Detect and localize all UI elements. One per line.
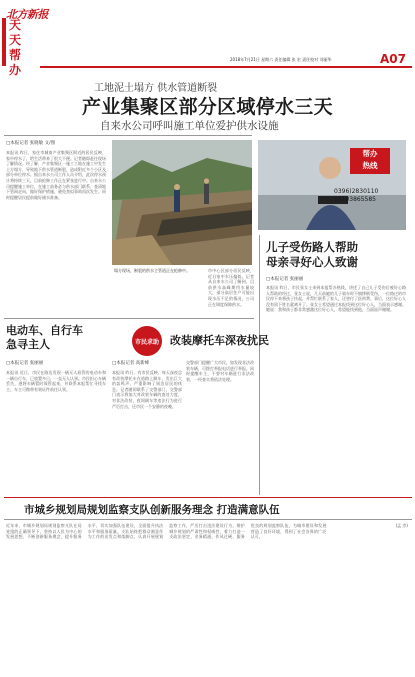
bottom-body: 近年来，市城乡规划局规划监察支队在局党组的正确领导下，坚持以人民为中心的发展思想，不断创新服务理念，提升服务水平，切实加强队伍建设，全面提升执法水平和服务质量。支队始终把群众满意作为工作的出发点和落脚点，认真开展规划监察工作，严厉打击违法建设行为，维护城乡规划的严肃性和权威性，着力打造一支政治坚定、业务精通、作风过硬、服务优良的规划监察队伍，为城市建设和发展营造了良好环境，得到了社会各界的广泛认可。	[6, 523, 327, 540]
paper-logo	[6, 3, 60, 19]
lead-kicker: 工地泥土塌方 供水管道断裂	[94, 83, 218, 94]
moto-rule	[4, 318, 254, 319]
moto-headline	[6, 324, 86, 352]
column-divider	[259, 235, 260, 495]
side-byline: □本报记者 张丽丽	[266, 277, 304, 282]
lead-photo-caption: 塌方现场，断裂的供水主管道正在抢修中。	[114, 268, 190, 273]
bottom-rule	[4, 497, 412, 498]
lead-byline: □本报记者 张晓敏 文/图	[6, 141, 56, 146]
moto-body: 本报讯 近日，市民在路边发现一辆无人看管的电动车和一辆自行车，已放置多日，一直无人认领。市民担心车辆丢失，遂将车辆暂时保管起来，并联系本报帮忙寻找车主。车主可携带有效证件前往认领。	[6, 370, 106, 392]
section-block	[2, 18, 32, 77]
side-headline-1: 儿子受伤路人帮助	[266, 240, 358, 254]
mid-headline: 改装摩托车深夜扰民	[170, 334, 269, 347]
lead-headline: 产业集聚区部分区域停水三天	[82, 96, 333, 118]
hotline-phone-2: 15103865585	[334, 196, 376, 203]
hotline-badge	[350, 148, 390, 174]
moto-headline-1: 电动车、自行车	[6, 324, 83, 337]
bottom-headline: 市城乡规划局规划监察支队创新服务理念 打造满意队伍	[24, 504, 280, 516]
lead-body-right: 市中心区部分居民反映，近日家中水压偏低。记者从自来水公司了解到，目前供水高峰期用水量较大，部分高层住户可能出现水压不足的情况，公司正在调度保障供水。	[208, 268, 254, 307]
lead-photo	[112, 140, 252, 265]
moto-headline-2: 急寻主人	[6, 338, 50, 351]
side-headline-2: 母亲寻好心人致谢	[266, 255, 358, 269]
masthead	[0, 0, 415, 77]
bottom-headline-rule	[4, 519, 412, 520]
section-title-1: 天天	[9, 18, 22, 47]
bottom-author: (孟 彦)	[395, 523, 408, 528]
mid-body: 本报讯 昨日，有市民反映，每天深夜总有改装摩托车在道路上飙车，发出巨大的轰鸣声，严重影响了周边居民的休息。记者随即联系了交警部门，交警部门表示将加大对改装车辆的查处力度，对非法改装、夜间飙车等违法行为进行严厉打击，还市民一个安静的夜晚。	[112, 370, 182, 409]
hotline-badge-line2: 热线	[362, 161, 378, 170]
lead-body: 本报讯 昨日，家住市城南产业集聚区附近的居民反映，家中停水了，给生活带来了很大不便。记者随即赶往现场了解情况。经了解，产业集聚区一施工工地在施工中发生土方塌方，导致地下供水管道断裂，造成附近多个小区及部分单位停水。据自来水公司工作人员介绍，此次停水预计将持续三天，目前抢修工作正在紧张进行中。自来水公司提醒施工单位，在施工前务必与供水部门联系，查清地下管网走向，做好保护措施，避免类似事故再次发生。同时提醒居民提前做好储水准备。	[6, 150, 106, 200]
seal-text: 市民求助	[134, 338, 159, 346]
side-headline	[266, 240, 411, 270]
hotline-box	[258, 140, 406, 230]
side-body: 本报讯 昨日，市民张女士来到本报帮办热线，讲述了自己儿子受伤后被好心路人帮助的经过。张女士说，几天前她的儿子骑车时不慎摔倒受伤，一位路过的市民停下来将孩子扶起，并帮忙联系了家人，还垫付了医药费。事后，这位好心人没有留下姓名就离开了。张女士希望通过本报找到这位好心人，当面表示感谢。她说：我和孩子都非常感激这位好心人，希望能找到他，当面说声谢谢。	[266, 285, 406, 313]
mid-byline: □本报记者 高新峰	[112, 361, 150, 366]
mid-body-right: 交警部门提醒广大市民，如发现非法改装车辆，可拨打举报电话进行举报。同时提醒车主，不要对车辆进行非法改装，一经查实将依法处理。	[186, 360, 254, 382]
lead-rule	[4, 135, 252, 136]
bottom-body-wrap	[6, 523, 408, 671]
hotline-phone-1: 0396)2830110	[334, 188, 379, 195]
date-line: 2018年7月21日 星期六 责任编辑 张 宏 责任校对 刘丽华	[230, 57, 332, 62]
citizen-help-seal	[132, 326, 162, 356]
section-title-2: 帮办	[9, 48, 22, 77]
hotline-phones	[334, 188, 404, 204]
masthead-rule	[40, 66, 412, 68]
page-number: A07	[380, 52, 406, 66]
trench-photo	[112, 140, 252, 265]
lead-subhead: 自来水公司呼叫施工单位爱护供水设施	[100, 120, 279, 132]
paper-name: 北方新报	[6, 8, 48, 21]
moto-byline: □本报记者 张丽丽	[6, 361, 44, 366]
hotline-badge-line1: 帮办	[362, 149, 378, 158]
